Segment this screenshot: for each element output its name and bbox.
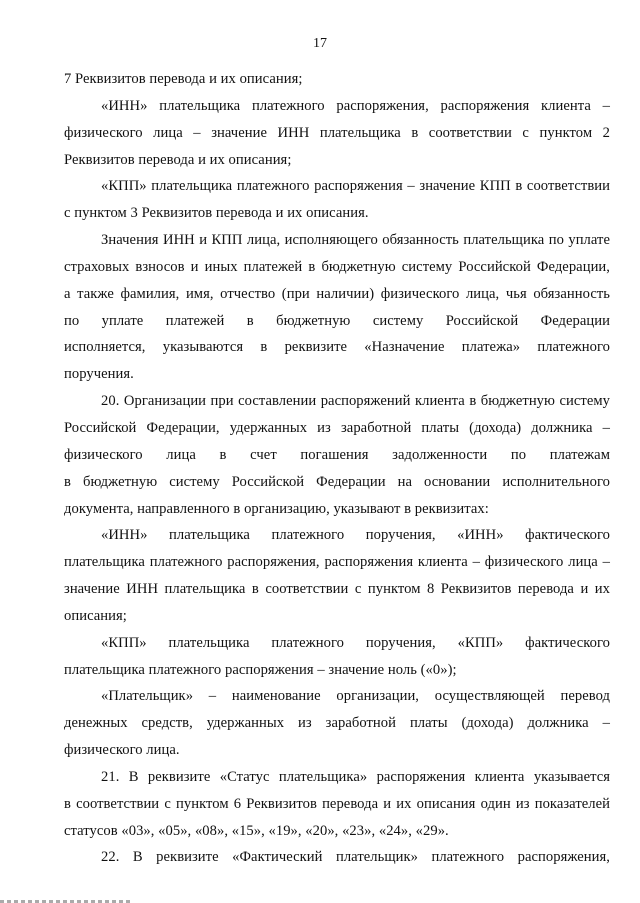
text-line: значение ИНН плательщика в соответствии с пунктом 8 Реквизитов перевода и их <box>64 581 610 598</box>
page-number: 17 <box>312 36 328 51</box>
text-line: «ИНН» плательщика платежного распоряжения, распоряжения клиента – <box>101 97 610 114</box>
text-line: а также фамилия, имя, отчество (при наличии) физического лица, чья обязанность <box>64 285 610 302</box>
text-line: по уплате платежей в бюджетную систему Российской Федерации <box>64 312 610 329</box>
text-line: 22. В реквизите «Фактический плательщик» платежного распоряжения, <box>101 849 610 866</box>
text-line: «Плательщик» – наименование организации, осуществляющей перевод <box>101 688 610 705</box>
text-line: «КПП» плательщика платежного распоряжения – значение КПП в соответствии <box>101 178 610 195</box>
text-line: страховых взносов и иных платежей в бюджетную систему Российской Федерации, <box>64 258 610 275</box>
text-line: плательщика платежного распоряжения, распоряжения клиента – физического лица – <box>64 554 610 571</box>
text-line: поручения. <box>64 366 134 383</box>
document-body <box>64 66 610 871</box>
text-line: Значения ИНН и КПП лица, исполняющего обязанность плательщика по уплате <box>101 232 610 249</box>
text-line: физического лица. <box>64 742 180 759</box>
text-line: Реквизитов перевода и их описания; <box>64 151 292 168</box>
text-line: Российской Федерации, удержанных из заработной платы (дохода) должника – <box>64 419 610 436</box>
text-line: 7 Реквизитов перевода и их описания; <box>64 71 303 87</box>
text-line: в бюджетную систему Российской Федерации на основании исполнительного <box>64 473 610 490</box>
text-line: денежных средств, удержанных из заработной платы (дохода) должника – <box>64 715 610 732</box>
text-line: «КПП» плательщика платежного поручения, «КПП» фактического <box>101 634 610 651</box>
text-line: физического лица – значение ИНН плательщика в соответствии с пунктом 2 <box>64 124 610 141</box>
text-line: документа, направленного в организацию, указывают в реквизитах: <box>64 500 489 517</box>
text-line: статусов «03», «05», «08», «15», «19», «20», «23», «24», «29». <box>64 822 449 839</box>
text-line: «ИНН» плательщика платежного поручения, «ИНН» фактического <box>101 527 610 544</box>
text-line: исполняется, указываются в реквизите «Назначение платежа» платежного <box>64 339 610 356</box>
text-line: 20. Организации при составлении распоряжений клиента в бюджетную систему <box>101 393 610 410</box>
text-line: описания; <box>64 607 127 624</box>
text-line: плательщика платежного распоряжения – значение ноль («0»); <box>64 661 457 678</box>
text-line: с пунктом 3 Реквизитов перевода и их описания. <box>64 205 369 222</box>
text-line: в соответствии с пунктом 6 Реквизитов перевода и их описания один из показателей <box>64 795 610 812</box>
text-line: 21. В реквизите «Статус плательщика» распоряжения клиента указывается <box>101 768 610 785</box>
text-line: физического лица в счет погашения задолженности по платежам <box>64 446 610 463</box>
